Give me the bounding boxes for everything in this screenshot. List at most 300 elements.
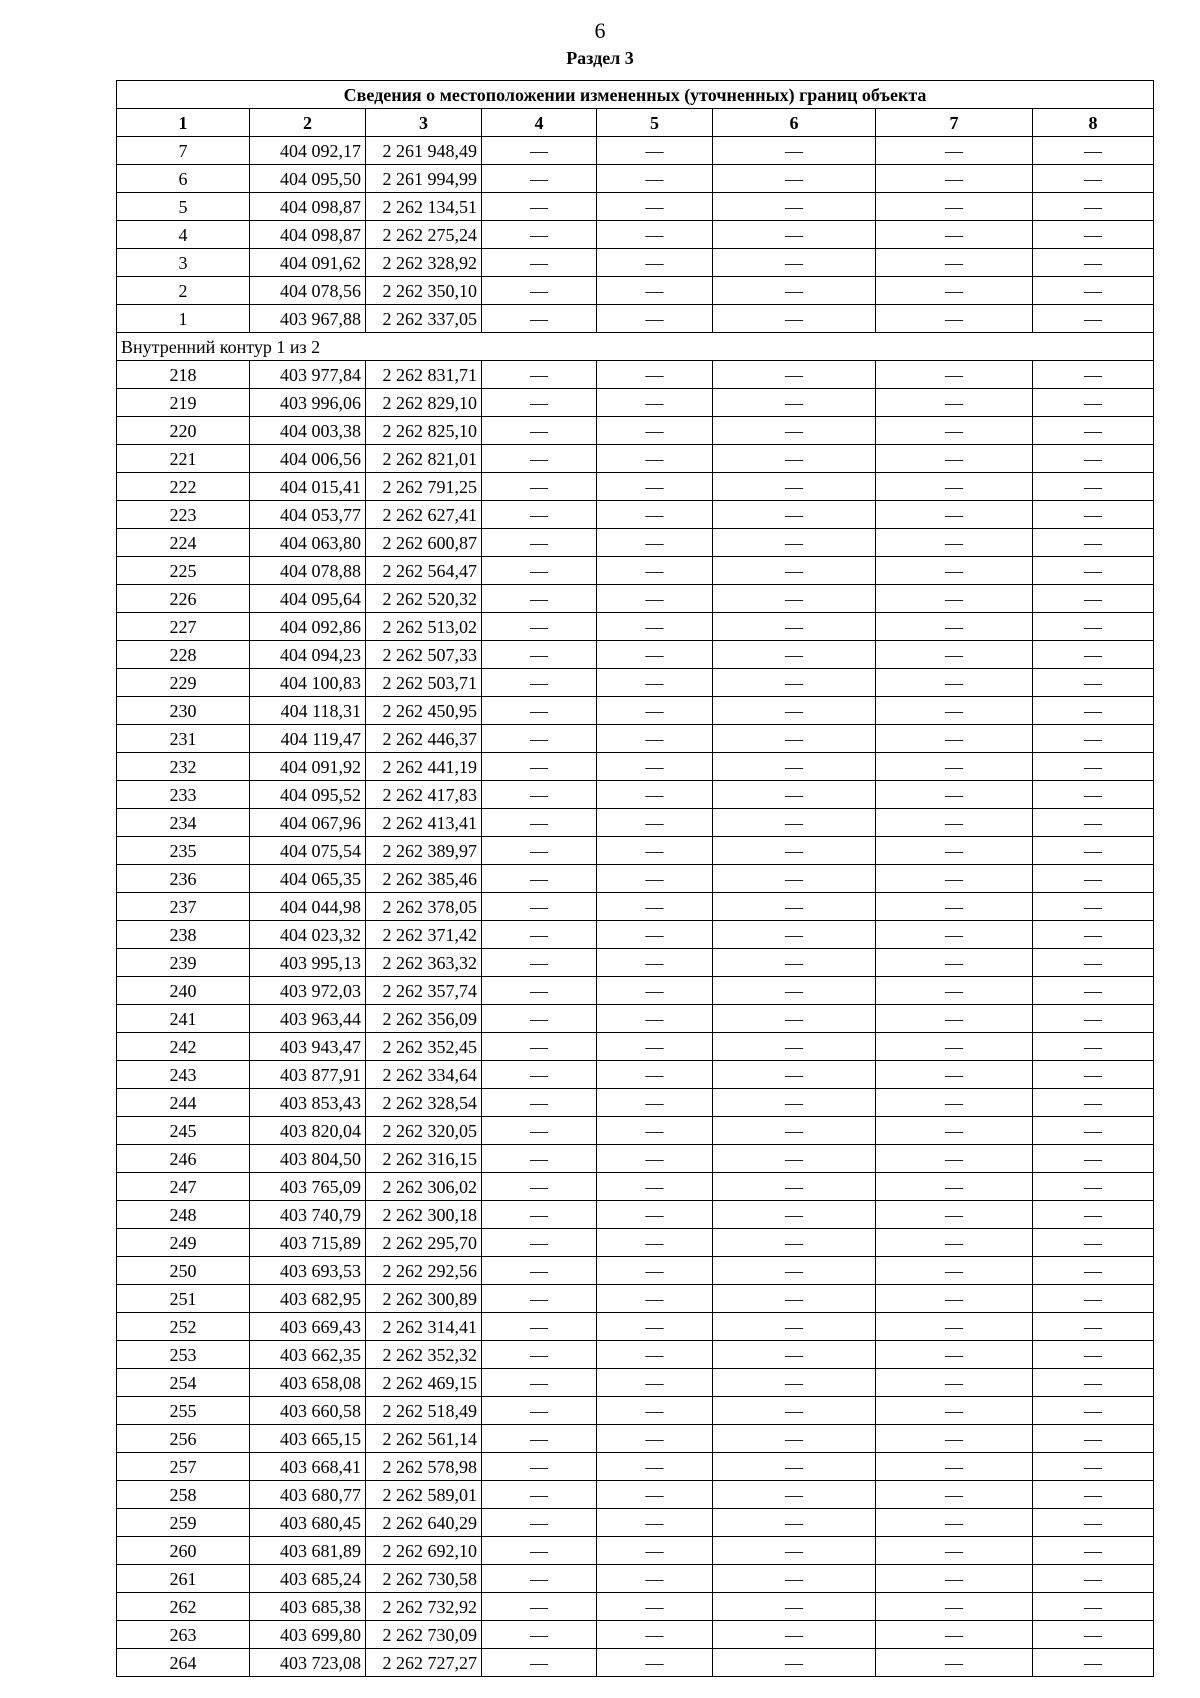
y-coordinate-cell: 2 262 292,56: [366, 1257, 482, 1285]
x-coordinate-cell: 404 003,38: [250, 417, 366, 445]
table-row: [117, 781, 1154, 809]
dash-cell: —: [713, 585, 876, 613]
outer-contour-rows: [117, 137, 1154, 333]
y-coordinate-cell: 2 262 730,58: [366, 1565, 482, 1593]
dash-cell: —: [1033, 165, 1154, 193]
dash-cell: —: [713, 1565, 876, 1593]
x-coordinate-cell: 403 669,43: [250, 1313, 366, 1341]
point-number-cell: 236: [117, 865, 250, 893]
x-coordinate-cell: 403 853,43: [250, 1089, 366, 1117]
dash-cell: —: [597, 1285, 713, 1313]
dash-cell: —: [1033, 1005, 1154, 1033]
dash-cell: —: [1033, 1285, 1154, 1313]
y-coordinate-cell: 2 262 295,70: [366, 1229, 482, 1257]
dash-cell: —: [1033, 501, 1154, 529]
x-coordinate-cell: 404 065,35: [250, 865, 366, 893]
column-header: 6: [713, 109, 876, 137]
x-coordinate-cell: 403 682,95: [250, 1285, 366, 1313]
dash-cell: —: [1033, 725, 1154, 753]
point-number-cell: 1: [117, 305, 250, 333]
dash-cell: —: [713, 1117, 876, 1145]
x-coordinate-cell: 403 685,38: [250, 1593, 366, 1621]
dash-cell: —: [876, 781, 1033, 809]
y-coordinate-cell: 2 262 337,05: [366, 305, 482, 333]
point-number-cell: 254: [117, 1369, 250, 1397]
y-coordinate-cell: 2 262 600,87: [366, 529, 482, 557]
dash-cell: —: [482, 1201, 597, 1229]
dash-cell: —: [597, 1481, 713, 1509]
y-coordinate-cell: 2 262 564,47: [366, 557, 482, 585]
dash-cell: —: [713, 613, 876, 641]
point-number-cell: 249: [117, 1229, 250, 1257]
x-coordinate-cell: 403 820,04: [250, 1117, 366, 1145]
table-row: [117, 1397, 1154, 1425]
dash-cell: —: [1033, 361, 1154, 389]
point-number-cell: 245: [117, 1117, 250, 1145]
dash-cell: —: [713, 1425, 876, 1453]
point-number-cell: 222: [117, 473, 250, 501]
table-row: [117, 193, 1154, 221]
table-row: [117, 1313, 1154, 1341]
table-row: [117, 1453, 1154, 1481]
point-number-cell: 263: [117, 1621, 250, 1649]
dash-cell: —: [876, 1089, 1033, 1117]
dash-cell: —: [482, 1425, 597, 1453]
point-number-cell: 257: [117, 1453, 250, 1481]
x-coordinate-cell: 403 658,08: [250, 1369, 366, 1397]
x-coordinate-cell: 404 075,54: [250, 837, 366, 865]
dash-cell: —: [713, 725, 876, 753]
table-row: [117, 921, 1154, 949]
dash-cell: —: [713, 697, 876, 725]
table-row: [117, 1509, 1154, 1537]
column-header: 3: [366, 109, 482, 137]
dash-cell: —: [482, 1313, 597, 1341]
table-row: [117, 697, 1154, 725]
dash-cell: —: [876, 669, 1033, 697]
dash-cell: —: [482, 1145, 597, 1173]
column-header: 5: [597, 109, 713, 137]
dash-cell: —: [713, 137, 876, 165]
point-number-cell: 255: [117, 1397, 250, 1425]
dash-cell: —: [1033, 1369, 1154, 1397]
dash-cell: —: [597, 613, 713, 641]
x-coordinate-cell: 403 723,08: [250, 1649, 366, 1677]
point-number-cell: 224: [117, 529, 250, 557]
dash-cell: —: [876, 1341, 1033, 1369]
table-row: [117, 613, 1154, 641]
table-row: [117, 837, 1154, 865]
dash-cell: —: [876, 1313, 1033, 1341]
dash-cell: —: [482, 1229, 597, 1257]
y-coordinate-cell: 2 262 389,97: [366, 837, 482, 865]
dash-cell: —: [597, 1369, 713, 1397]
dash-cell: —: [876, 1537, 1033, 1565]
column-header: 1: [117, 109, 250, 137]
dash-cell: —: [597, 1117, 713, 1145]
point-number-cell: 218: [117, 361, 250, 389]
dash-cell: —: [1033, 1397, 1154, 1425]
dash-cell: —: [876, 1397, 1033, 1425]
dash-cell: —: [482, 1285, 597, 1313]
dash-cell: —: [1033, 669, 1154, 697]
x-coordinate-cell: 404 044,98: [250, 893, 366, 921]
point-number-cell: 3: [117, 249, 250, 277]
table-row: [117, 1201, 1154, 1229]
dash-cell: —: [876, 305, 1033, 333]
y-coordinate-cell: 2 262 829,10: [366, 389, 482, 417]
dash-cell: —: [482, 1033, 597, 1061]
dash-cell: —: [1033, 837, 1154, 865]
dash-cell: —: [713, 949, 876, 977]
dash-cell: —: [597, 1145, 713, 1173]
dash-cell: —: [482, 361, 597, 389]
point-number-cell: 230: [117, 697, 250, 725]
y-coordinate-cell: 2 262 503,71: [366, 669, 482, 697]
dash-cell: —: [597, 557, 713, 585]
x-coordinate-cell: 403 699,80: [250, 1621, 366, 1649]
dash-cell: —: [597, 1257, 713, 1285]
y-coordinate-cell: 2 262 821,01: [366, 445, 482, 473]
y-coordinate-cell: 2 262 640,29: [366, 1509, 482, 1537]
dash-cell: —: [876, 249, 1033, 277]
point-number-cell: 234: [117, 809, 250, 837]
dash-cell: —: [482, 473, 597, 501]
x-coordinate-cell: 403 972,03: [250, 977, 366, 1005]
dash-cell: —: [597, 1229, 713, 1257]
dash-cell: —: [876, 725, 1033, 753]
y-coordinate-cell: 2 262 134,51: [366, 193, 482, 221]
dash-cell: —: [876, 697, 1033, 725]
point-number-cell: 237: [117, 893, 250, 921]
dash-cell: —: [876, 1425, 1033, 1453]
y-coordinate-cell: 2 262 363,32: [366, 949, 482, 977]
dash-cell: —: [1033, 809, 1154, 837]
dash-cell: —: [876, 585, 1033, 613]
dash-cell: —: [876, 277, 1033, 305]
dash-cell: —: [482, 1341, 597, 1369]
x-coordinate-cell: 404 091,92: [250, 753, 366, 781]
dash-cell: —: [482, 529, 597, 557]
column-header: 7: [876, 109, 1033, 137]
dash-cell: —: [597, 305, 713, 333]
table-row: [117, 529, 1154, 557]
point-number-cell: 223: [117, 501, 250, 529]
table-row: [117, 473, 1154, 501]
dash-cell: —: [597, 865, 713, 893]
dash-cell: —: [713, 977, 876, 1005]
dash-cell: —: [597, 1509, 713, 1537]
point-number-cell: 248: [117, 1201, 250, 1229]
table-row: [117, 865, 1154, 893]
dash-cell: —: [876, 445, 1033, 473]
dash-cell: —: [713, 221, 876, 249]
dash-cell: —: [1033, 613, 1154, 641]
dash-cell: —: [1033, 1117, 1154, 1145]
y-coordinate-cell: 2 262 413,41: [366, 809, 482, 837]
contour-label-section: [117, 333, 1154, 361]
x-coordinate-cell: 404 053,77: [250, 501, 366, 529]
dash-cell: —: [482, 669, 597, 697]
dash-cell: —: [482, 277, 597, 305]
dash-cell: —: [597, 221, 713, 249]
dash-cell: —: [713, 641, 876, 669]
dash-cell: —: [482, 837, 597, 865]
x-coordinate-cell: 404 067,96: [250, 809, 366, 837]
point-number-cell: 240: [117, 977, 250, 1005]
dash-cell: —: [597, 165, 713, 193]
dash-cell: —: [597, 277, 713, 305]
x-coordinate-cell: 403 995,13: [250, 949, 366, 977]
dash-cell: —: [482, 893, 597, 921]
y-coordinate-cell: 2 262 356,09: [366, 1005, 482, 1033]
dash-cell: —: [713, 389, 876, 417]
dash-cell: —: [876, 361, 1033, 389]
table-row: [117, 305, 1154, 333]
dash-cell: —: [713, 277, 876, 305]
dash-cell: —: [482, 445, 597, 473]
dash-cell: —: [876, 1481, 1033, 1509]
dash-cell: —: [876, 1173, 1033, 1201]
dash-cell: —: [597, 837, 713, 865]
dash-cell: —: [597, 1565, 713, 1593]
dash-cell: —: [597, 1005, 713, 1033]
dash-cell: —: [1033, 949, 1154, 977]
dash-cell: —: [876, 1509, 1033, 1537]
y-coordinate-cell: 2 262 300,89: [366, 1285, 482, 1313]
dash-cell: —: [1033, 305, 1154, 333]
y-coordinate-cell: 2 262 378,05: [366, 893, 482, 921]
dash-cell: —: [1033, 1089, 1154, 1117]
dash-cell: —: [482, 1537, 597, 1565]
point-number-cell: 219: [117, 389, 250, 417]
dash-cell: —: [876, 1649, 1033, 1677]
table-row: [117, 1425, 1154, 1453]
dash-cell: —: [713, 781, 876, 809]
dash-cell: —: [597, 697, 713, 725]
dash-cell: —: [597, 949, 713, 977]
y-coordinate-cell: 2 262 520,32: [366, 585, 482, 613]
dash-cell: —: [482, 1509, 597, 1537]
point-number-cell: 221: [117, 445, 250, 473]
y-coordinate-cell: 2 262 352,32: [366, 1341, 482, 1369]
point-number-cell: 260: [117, 1537, 250, 1565]
dash-cell: —: [482, 613, 597, 641]
dash-cell: —: [597, 1537, 713, 1565]
dash-cell: —: [713, 865, 876, 893]
x-coordinate-cell: 403 967,88: [250, 305, 366, 333]
dash-cell: —: [713, 1397, 876, 1425]
point-number-cell: 220: [117, 417, 250, 445]
dash-cell: —: [876, 753, 1033, 781]
y-coordinate-cell: 2 262 314,41: [366, 1313, 482, 1341]
dash-cell: —: [1033, 921, 1154, 949]
dash-cell: —: [713, 1481, 876, 1509]
dash-cell: —: [1033, 585, 1154, 613]
dash-cell: —: [482, 1649, 597, 1677]
dash-cell: —: [713, 1201, 876, 1229]
dash-cell: —: [876, 809, 1033, 837]
table-row: [117, 1285, 1154, 1313]
table-row: [117, 1033, 1154, 1061]
table-row: [117, 1117, 1154, 1145]
x-coordinate-cell: 404 078,88: [250, 557, 366, 585]
y-coordinate-cell: 2 262 730,09: [366, 1621, 482, 1649]
dash-cell: —: [876, 529, 1033, 557]
dash-cell: —: [597, 193, 713, 221]
dash-cell: —: [482, 1173, 597, 1201]
dash-cell: —: [1033, 1201, 1154, 1229]
table-row: [117, 137, 1154, 165]
x-coordinate-cell: 403 963,44: [250, 1005, 366, 1033]
dash-cell: —: [1033, 753, 1154, 781]
x-coordinate-cell: 404 100,83: [250, 669, 366, 697]
dash-cell: —: [1033, 277, 1154, 305]
dash-cell: —: [876, 1005, 1033, 1033]
point-number-cell: 251: [117, 1285, 250, 1313]
table-row: [117, 977, 1154, 1005]
dash-cell: —: [482, 753, 597, 781]
dash-cell: —: [597, 361, 713, 389]
dash-cell: —: [713, 1537, 876, 1565]
dash-cell: —: [597, 809, 713, 837]
dash-cell: —: [876, 837, 1033, 865]
dash-cell: —: [597, 585, 713, 613]
dash-cell: —: [713, 557, 876, 585]
dash-cell: —: [876, 1369, 1033, 1397]
column-header: 8: [1033, 109, 1154, 137]
dash-cell: —: [713, 893, 876, 921]
x-coordinate-cell: 403 977,84: [250, 361, 366, 389]
x-coordinate-cell: 404 092,86: [250, 613, 366, 641]
x-coordinate-cell: 404 015,41: [250, 473, 366, 501]
dash-cell: —: [1033, 1593, 1154, 1621]
dash-cell: —: [713, 837, 876, 865]
dash-cell: —: [597, 1313, 713, 1341]
dash-cell: —: [482, 865, 597, 893]
table-row: [117, 641, 1154, 669]
point-number-cell: 256: [117, 1425, 250, 1453]
dash-cell: —: [876, 1285, 1033, 1313]
x-coordinate-cell: 403 680,77: [250, 1481, 366, 1509]
dash-cell: —: [876, 557, 1033, 585]
dash-cell: —: [1033, 1033, 1154, 1061]
dash-cell: —: [597, 445, 713, 473]
dash-cell: —: [876, 949, 1033, 977]
x-coordinate-cell: 404 023,32: [250, 921, 366, 949]
table-row: [117, 445, 1154, 473]
x-coordinate-cell: 404 063,80: [250, 529, 366, 557]
x-coordinate-cell: 403 765,09: [250, 1173, 366, 1201]
x-coordinate-cell: 403 996,06: [250, 389, 366, 417]
table-row: [117, 1229, 1154, 1257]
y-coordinate-cell: 2 262 328,54: [366, 1089, 482, 1117]
table-row: [117, 585, 1154, 613]
y-coordinate-cell: 2 262 357,74: [366, 977, 482, 1005]
dash-cell: —: [713, 305, 876, 333]
x-coordinate-cell: 404 094,23: [250, 641, 366, 669]
dash-cell: —: [713, 1257, 876, 1285]
dash-cell: —: [876, 1257, 1033, 1285]
point-number-cell: 261: [117, 1565, 250, 1593]
dash-cell: —: [482, 641, 597, 669]
dash-cell: —: [597, 473, 713, 501]
table-row: [117, 1005, 1154, 1033]
point-number-cell: 5: [117, 193, 250, 221]
dash-cell: —: [482, 389, 597, 417]
dash-cell: —: [597, 669, 713, 697]
point-number-cell: 241: [117, 1005, 250, 1033]
dash-cell: —: [876, 865, 1033, 893]
x-coordinate-cell: 403 662,35: [250, 1341, 366, 1369]
dash-cell: —: [713, 193, 876, 221]
point-number-cell: 231: [117, 725, 250, 753]
table-caption-row: [117, 81, 1154, 109]
table-row: [117, 1369, 1154, 1397]
dash-cell: —: [713, 249, 876, 277]
x-coordinate-cell: 404 098,87: [250, 193, 366, 221]
dash-cell: —: [597, 1341, 713, 1369]
dash-cell: —: [1033, 781, 1154, 809]
point-number-cell: 226: [117, 585, 250, 613]
dash-cell: —: [876, 1033, 1033, 1061]
table-row: [117, 389, 1154, 417]
y-coordinate-cell: 2 262 300,18: [366, 1201, 482, 1229]
dash-cell: —: [482, 557, 597, 585]
dash-cell: —: [597, 1397, 713, 1425]
dash-cell: —: [1033, 1537, 1154, 1565]
point-number-cell: 229: [117, 669, 250, 697]
contour-label: Внутренний контур 1 из 2: [117, 333, 1154, 361]
dash-cell: —: [713, 1453, 876, 1481]
y-coordinate-cell: 2 262 507,33: [366, 641, 482, 669]
x-coordinate-cell: 403 693,53: [250, 1257, 366, 1285]
dash-cell: —: [1033, 1481, 1154, 1509]
table-caption: Сведения о местоположении измененных (уточненных) границ объекта: [117, 81, 1154, 109]
x-coordinate-cell: 404 119,47: [250, 725, 366, 753]
dash-cell: —: [1033, 641, 1154, 669]
dash-cell: —: [597, 641, 713, 669]
table-row: [117, 753, 1154, 781]
table-row: [117, 557, 1154, 585]
dash-cell: —: [713, 809, 876, 837]
dash-cell: —: [1033, 977, 1154, 1005]
dash-cell: —: [713, 1173, 876, 1201]
x-coordinate-cell: 404 006,56: [250, 445, 366, 473]
y-coordinate-cell: 2 262 469,15: [366, 1369, 482, 1397]
inner-contour-rows: [117, 361, 1154, 1677]
y-coordinate-cell: 2 262 320,05: [366, 1117, 482, 1145]
dash-cell: —: [1033, 473, 1154, 501]
table-row: [117, 1257, 1154, 1285]
dash-cell: —: [713, 1089, 876, 1117]
table-row: [117, 417, 1154, 445]
dash-cell: —: [713, 1005, 876, 1033]
dash-cell: —: [876, 1061, 1033, 1089]
column-number-row: [117, 109, 1154, 137]
dash-cell: —: [876, 1229, 1033, 1257]
table-row: [117, 893, 1154, 921]
dash-cell: —: [876, 977, 1033, 1005]
point-number-cell: 264: [117, 1649, 250, 1677]
dash-cell: —: [713, 1649, 876, 1677]
dash-cell: —: [482, 1621, 597, 1649]
column-header: 4: [482, 109, 597, 137]
point-number-cell: 4: [117, 221, 250, 249]
dash-cell: —: [482, 697, 597, 725]
x-coordinate-cell: 403 668,41: [250, 1453, 366, 1481]
dash-cell: —: [482, 165, 597, 193]
